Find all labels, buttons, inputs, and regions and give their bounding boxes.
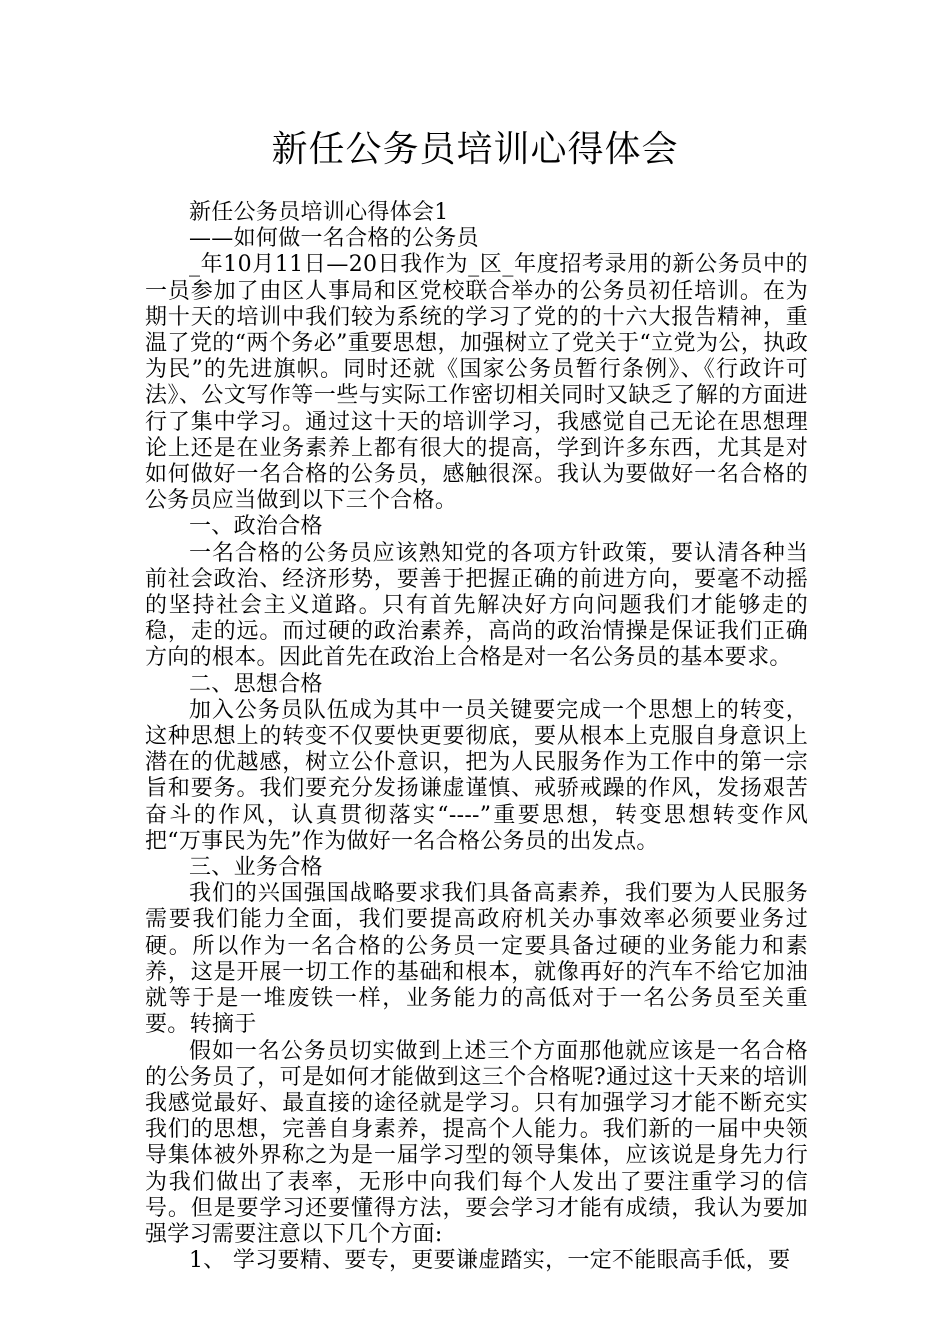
document-body <box>145 200 808 1274</box>
section-heading-ideological: 二、思想合格 <box>189 671 323 697</box>
section-heading-professional: 三、业务合格 <box>189 855 323 881</box>
paragraph-learning: 假如一名公务员切实做到上述三个方面那他就应该是一名合格的公务员了，可是如何才能做到这三个合格呢?通过这十天来的培训我感觉最好、最直接的途径就是学习。只有加强学习才能不断充实我们的思想，完善自身素养，提高个人能力。我们新的一届中央领导集体被外界称之为是一届学习型的领导集体，应该说是身先力行为我们做出了表率，无形中向我们每个人发出了要注重学习的信号。但是要学习还要懂得方法，要会学习才能有成绩，我认为要加强学习需要注意以下几个方面: <box>145 1038 808 1247</box>
paragraph-subtitle: 新任公务员培训心得体会1 <box>189 200 449 225</box>
paragraph-political: 一名合格的公务员应该熟知党的各项方针政策，要认清各种当前社会政治、经济形势，要善于把握正确的前进方向，要毫不动摇的坚持社会主义道路。只有首先解决好方向问题我们才能够走的稳，走的远。而过硬的政治素养，高尚的政治情操是保证我们正确方向的根本。因此首先在政治上合格是对一名公务员的基本要求。 <box>145 540 808 671</box>
list-item-1: 1、 学习要精、要专，更要谦虚踏实，一定不能眼高手低，要 <box>189 1248 791 1274</box>
paragraph-professional: 我们的兴国强国战略要求我们具备高素养，我们要为人民服务需要我们能力全面，我们要提高政府机关办事效率必须要业务过硬。所以作为一名合格的公务员一定要具备过硬的业务能力和素养，这是开展一切工作的基础和根本，就像再好的汽车不给它加油就等于是一堆废铁一样，业务能力的高低对于一名公务员至关重要。转摘于 <box>145 881 808 1038</box>
document-title: 新任公务员培训心得体会 <box>271 129 679 170</box>
paragraph-intro: _年10月11日—20日我作为_区_年度招考录用的新公务员中的一员参加了由区人事局和区党校联合举办的公务员初任培训。在为期十天的培训中我们较为系统的学习了党的的十六大报告精神，重温了党的“两个务必”重要思想，加强树立了党关于“立党为公，执政为民”的先进旗帜。同时还就《国家公务员暂行条例》、《行政许可法》、公文写作等一些与实际工作密切相关同时又缺乏了解的方面进行了集中学习。通过这十天的培训学习，我感觉自己无论在思想理论上还是在业务素养上都有很大的提高，学到许多东西，尤其是对如何做好一名合格的公务员，感触很深。我认为要做好一名合格的公务员应当做到以下三个合格。 <box>145 252 808 514</box>
paragraph-subheading: ——如何做一名合格的公务员 <box>189 226 479 252</box>
section-heading-political: 一、政治合格 <box>189 514 323 540</box>
paragraph-ideological: 加入公务员队伍成为其中一员关键要完成一个思想上的转变，这种思想上的转变不仅要快更要彻底，要从根本上克服自身意识上潜在的优越感，树立公仆意识，把为人民服务作为工作中的第一宗旨和要务。我们要充分发扬谦虚谨慎、戒骄戒躁的作风，发扬艰苦奋斗的作风，认真贯彻落实“----”重要思想，转变思想转变作风把“万事民为先”作为做好一名合格公务员的出发点。 <box>145 697 808 854</box>
